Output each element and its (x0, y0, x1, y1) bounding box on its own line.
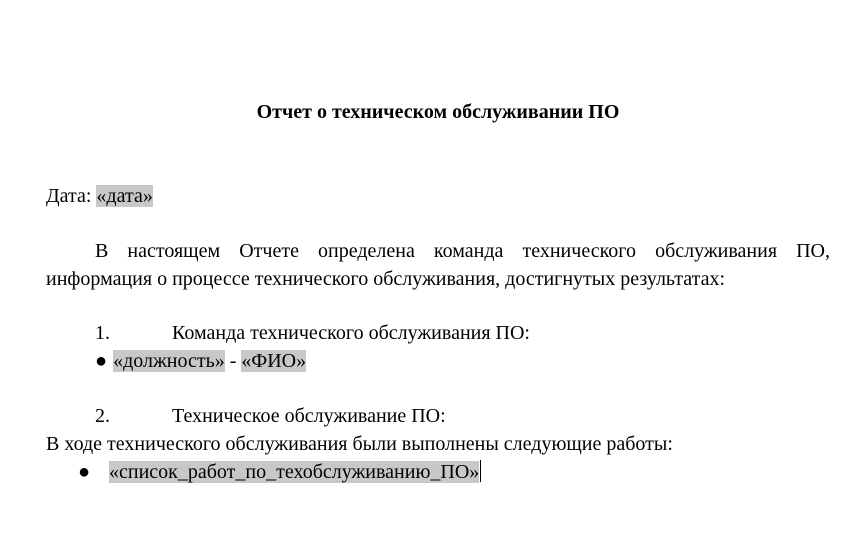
section-2-number: 2. (95, 405, 110, 427)
section-1-number: 1. (95, 322, 110, 344)
position-merge-field[interactable]: «должность» (113, 350, 225, 372)
section-2-body: В ходе технического обслуживания были выполнены следующие работы: (46, 433, 673, 455)
bullet-icon: ● (95, 350, 108, 372)
works-bullet-icon: ● (78, 461, 91, 483)
intro-text-line-2: информация о процессе технического обслуживания, достигнутых результатах: (46, 268, 726, 290)
separator: - (224, 350, 242, 372)
team-list-item (95, 349, 306, 373)
works-list-item (109, 460, 481, 484)
intro-text-line-1: В настоящем Отчете определена команда технического обслуживания ПО, (95, 240, 830, 262)
section-2-heading: Техническое обслуживание ПО: (172, 405, 446, 427)
date-merge-field[interactable]: «дата» (96, 185, 153, 207)
date-label: Дата: (46, 185, 97, 207)
name-merge-field[interactable]: «ФИО» (241, 350, 307, 372)
intro-paragraph-line-1 (46, 239, 830, 263)
date-line (46, 184, 153, 208)
works-merge-field[interactable]: «список_работ_по_техобслуживанию_ПО» (109, 461, 480, 483)
section-1-heading: Команда технического обслуживания ПО: (172, 322, 530, 344)
text-cursor (480, 460, 481, 482)
document-title: Отчет о техническом обслуживании ПО (256, 101, 620, 123)
